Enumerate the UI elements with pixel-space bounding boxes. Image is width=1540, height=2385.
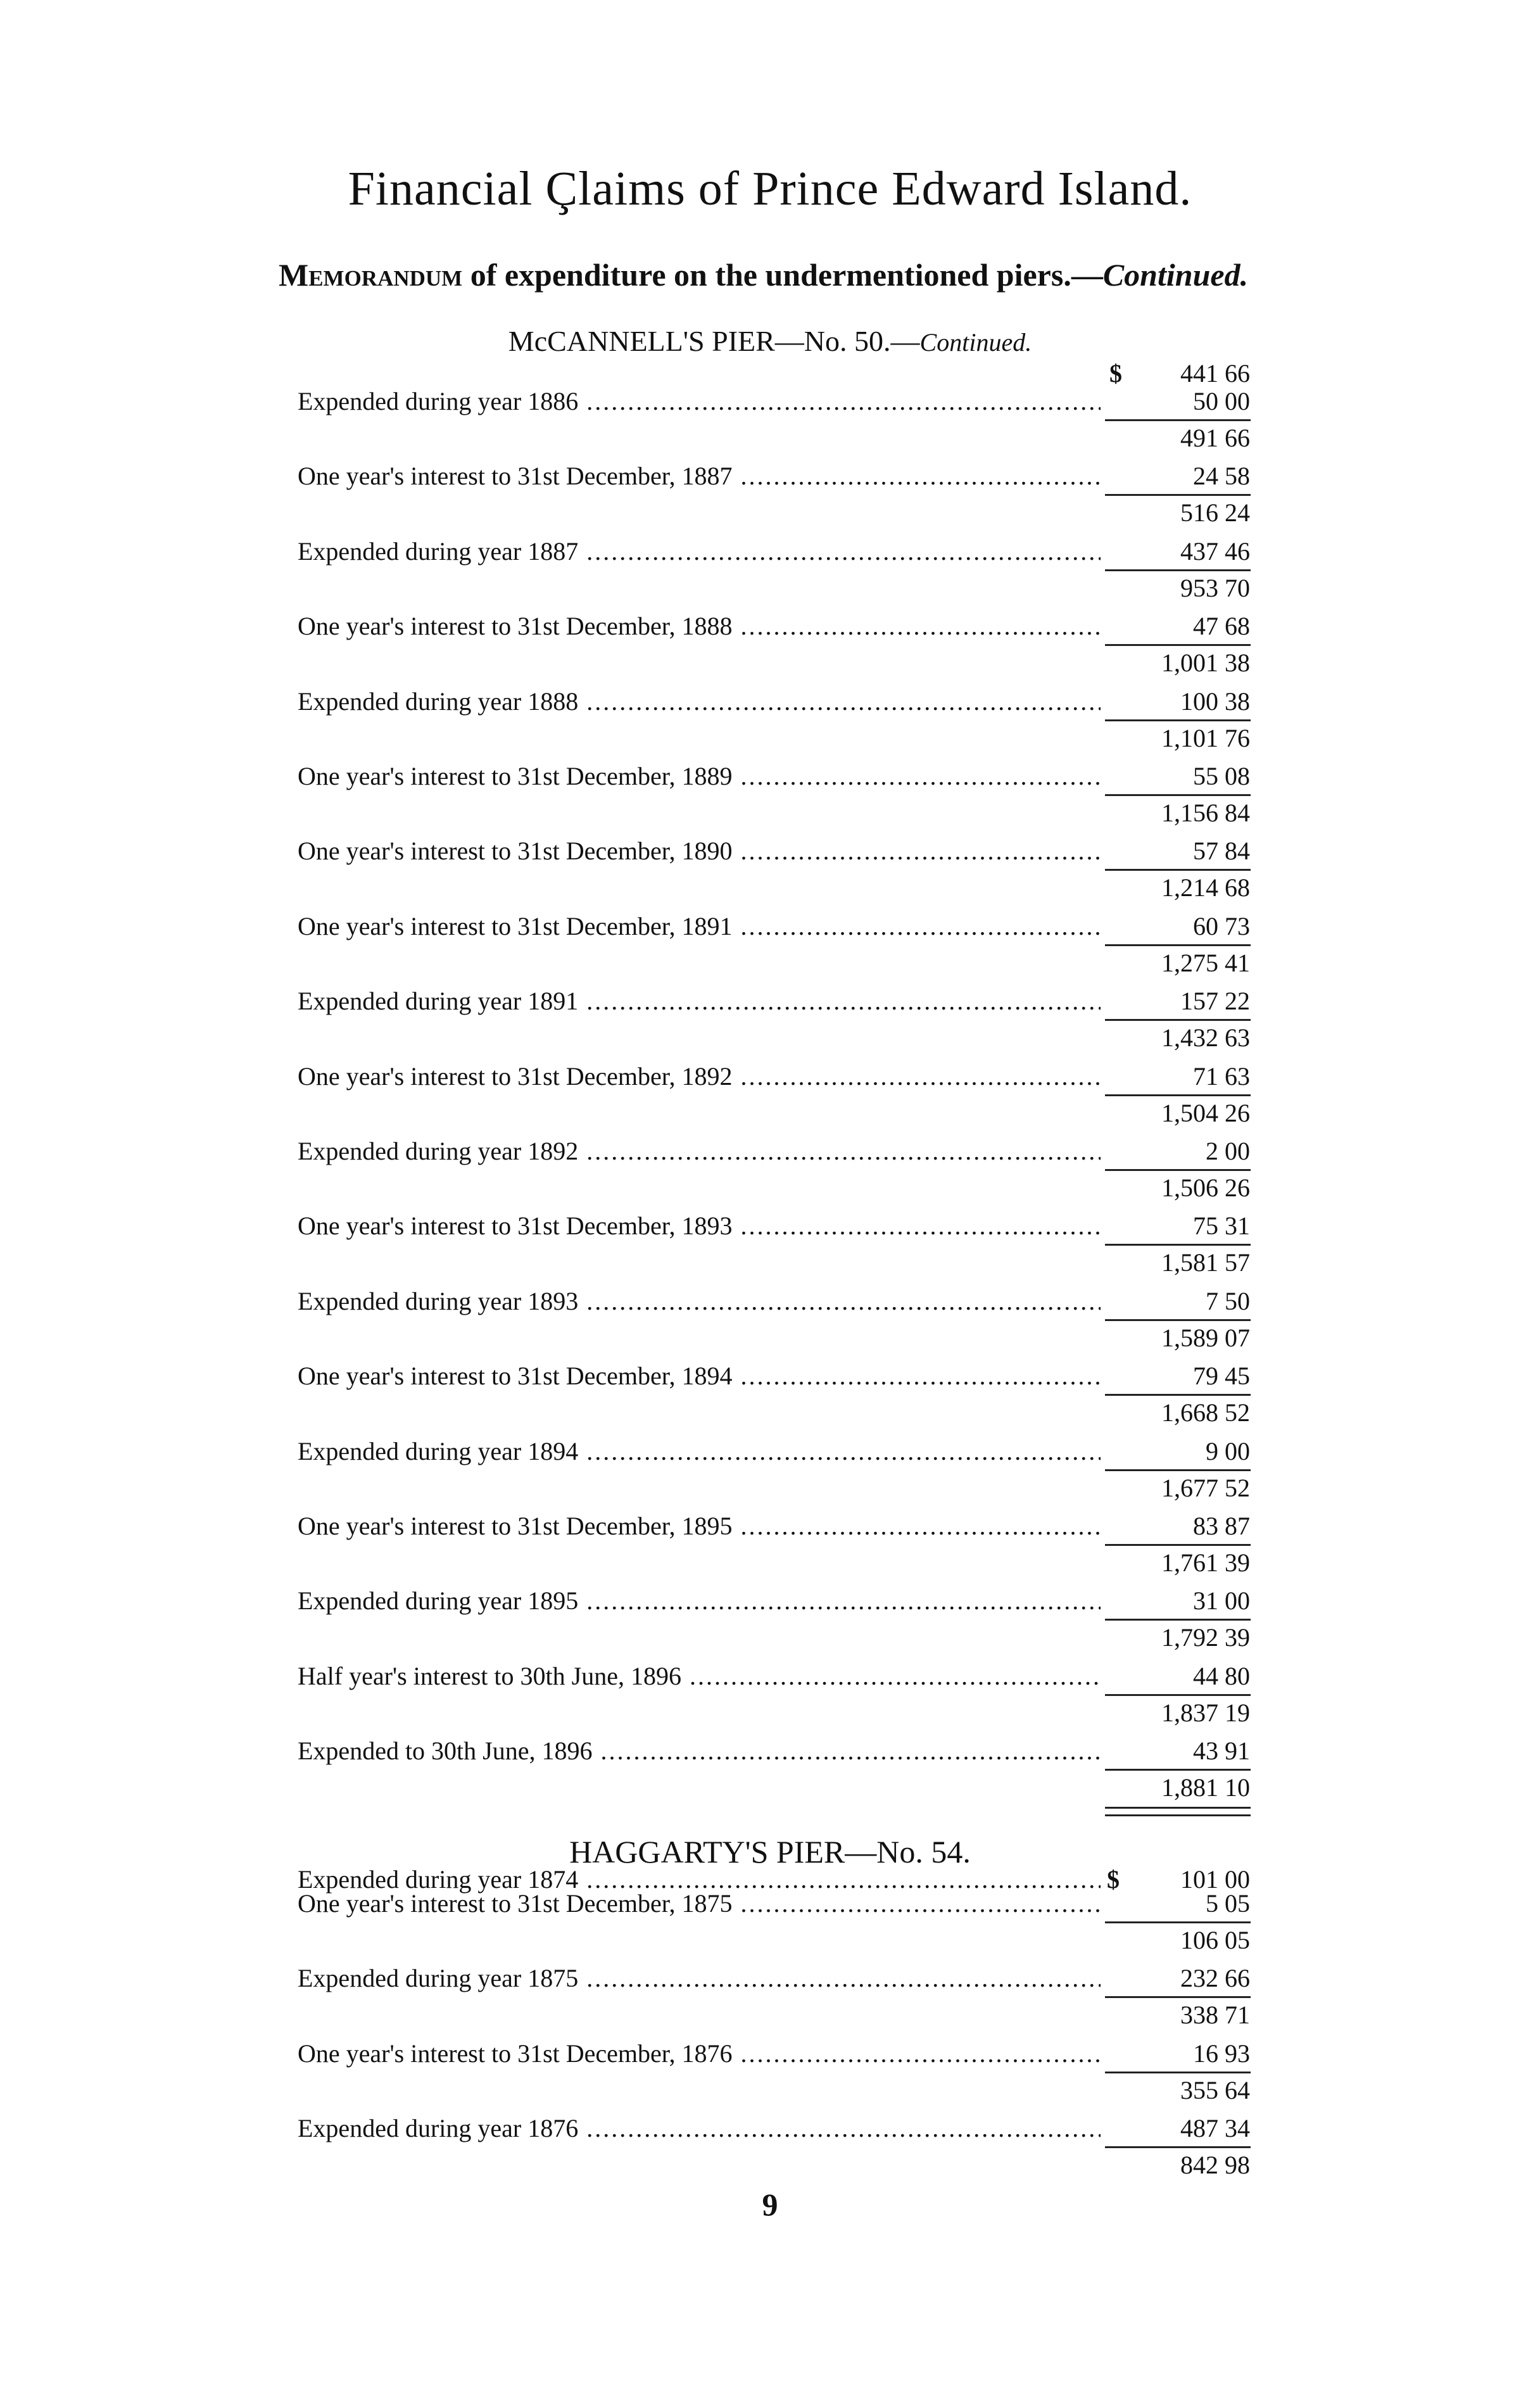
ledger-amount: 100 38 [1180, 687, 1250, 716]
ledger-amount: 43 91 [1193, 1737, 1250, 1765]
ledger-row [0, 1212, 1540, 1240]
ledger-total-row [0, 2077, 1540, 2104]
running-total: 1,668 52 [1161, 1398, 1250, 1427]
ledger-total-row [0, 1774, 1540, 1802]
ledger-row [0, 2115, 1540, 2142]
ledger-rule [1105, 1169, 1251, 1171]
running-total: 1,677 52 [1161, 1474, 1250, 1502]
ledger-rule [1105, 494, 1251, 496]
running-total: 491 66 [1180, 424, 1250, 452]
page-number: 9 [762, 2187, 778, 2222]
ledger-amount: 487 34 [1180, 2114, 1250, 2142]
ledger-amount: 5 05 [1206, 1889, 1250, 1918]
ledger-label: One year's interest to 31st December, 1891 ..... [298, 913, 1101, 940]
ledger-amount: 16 93 [1193, 2039, 1250, 2068]
memorandum-lead: Memorandum [279, 257, 463, 293]
ledger-label: Expended during year 1893 ..... [298, 1287, 1101, 1315]
ledger-row [0, 987, 1540, 1015]
running-total: 1,432 63 [1161, 1023, 1250, 1052]
ledger-label: One year's interest to 31st December, 1892 ..... [298, 1063, 1101, 1091]
ledger-rule [1105, 794, 1251, 796]
ledger-row [0, 1287, 1540, 1315]
ledger-amount: 47 68 [1193, 612, 1250, 640]
ledger-rule [1105, 869, 1251, 871]
ledger-row [0, 1737, 1540, 1765]
ledger-rule [1105, 1244, 1251, 1246]
running-total: 1,214 68 [1161, 873, 1250, 902]
ledger-label: Expended during year 1895 ..... [298, 1587, 1101, 1615]
ledger-total-row [0, 724, 1540, 752]
ledger-label: Expended during year 1888 ..... [298, 688, 1101, 716]
ledger-label: One year's interest to 31st December, 1889 ..... [298, 762, 1101, 790]
ledger-label: One year's interest to 31st December, 1893 ..... [298, 1212, 1101, 1240]
ledger-label: Half year's interest to 30th June, 1896 ..... [298, 1662, 1101, 1690]
ledger-rule [1105, 1019, 1251, 1021]
ledger-amount: 75 31 [1193, 1211, 1250, 1240]
ledger-row [0, 1362, 1540, 1390]
ledger-total-row [0, 424, 1540, 452]
running-total: 1,275 41 [1161, 949, 1250, 977]
running-total: 1,101 76 [1161, 724, 1250, 752]
ledger-label: One year's interest to 31st December, 1894 ..... [298, 1362, 1101, 1390]
ledger-amount: 71 63 [1193, 1062, 1250, 1091]
ledger-rule [1105, 1769, 1251, 1771]
memorandum-text: of expenditure on the undermentioned piers.— [470, 257, 1103, 293]
dollar-sign: $ [1107, 1865, 1120, 1894]
ledger-rule [1105, 1094, 1251, 1096]
ledger-label: Expended during year 1875 ..... [298, 1964, 1101, 1992]
ledger-label: One year's interest to 31st December, 1888 ..... [298, 612, 1101, 640]
ledger-total-row [0, 1324, 1540, 1352]
ledger-amount: 24 58 [1193, 462, 1250, 490]
ledger-row [0, 612, 1540, 640]
ledger-total-row [0, 1549, 1540, 1577]
ledger-amount: 9 00 [1206, 1437, 1250, 1465]
ledger-row [0, 2040, 1540, 2068]
ledger-label: One year's interest to 31st December, 1887 ..... [298, 462, 1101, 490]
memorandum-continued: Continued. [1102, 257, 1249, 293]
mccannell-opening-row [0, 360, 1540, 388]
running-total: 1,156 84 [1161, 799, 1250, 827]
ledger-rule [1105, 1619, 1251, 1621]
ledger-row [0, 1662, 1540, 1690]
ledger-total-row [0, 799, 1540, 827]
ledger-total-row [0, 1926, 1540, 1954]
ledger-label: Expended during year 1891 ..... [298, 987, 1101, 1015]
ledger-label: One year's interest to 31st December, 1890 ..... [298, 837, 1101, 865]
running-total: 1,581 57 [1161, 1248, 1250, 1277]
ledger-row [0, 688, 1540, 716]
running-total: 842 98 [1180, 2151, 1250, 2179]
ledger-total-row [0, 574, 1540, 602]
running-total: 1,504 26 [1161, 1099, 1250, 1127]
ledger-label: One year's interest to 31st December, 1876 ..... [298, 2040, 1101, 2068]
ledger-row [0, 762, 1540, 790]
running-total: 516 24 [1180, 498, 1250, 527]
ledger-amount: 157 22 [1180, 987, 1250, 1015]
ledger-row [0, 538, 1540, 566]
ledger-total-row [0, 649, 1540, 677]
ledger-total-row [0, 1699, 1540, 1727]
dollar-sign: $ [1109, 359, 1122, 388]
running-total: 1,881 10 [1161, 1773, 1250, 1802]
running-total: 1,589 07 [1161, 1324, 1250, 1352]
running-total: 1,792 39 [1161, 1623, 1250, 1652]
running-total: 1,837 19 [1161, 1699, 1250, 1727]
ledger-total-row [0, 874, 1540, 902]
ledger-label: Expended during year 1876 ..... [298, 2115, 1101, 2142]
ledger-total-row [0, 949, 1540, 977]
ledger-total-row [0, 1249, 1540, 1277]
mccannell-heading-continued: Continued. [919, 328, 1032, 357]
ledger-rule [1105, 2146, 1251, 2148]
ledger-total-row [0, 2001, 1540, 2029]
ledger-total-row [0, 1474, 1540, 1502]
ledger-row [0, 1438, 1540, 1465]
ledger-rule [1105, 569, 1251, 571]
ledger-label: Expended to 30th June, 1896 ..... [298, 1737, 1101, 1765]
haggarty-first-amount: 101 00 [1180, 1865, 1250, 1894]
ledger-rule [1105, 1544, 1251, 1546]
page-title: Financial Çlaims of Prince Edward Island. [348, 162, 1192, 215]
ledger-rule [1105, 719, 1251, 721]
ledger-row [0, 1512, 1540, 1540]
ledger-amount: 55 08 [1193, 762, 1250, 790]
ledger-total-row [0, 1024, 1540, 1052]
mccannell-heading-text: McCANNELL'S PIER—No. 50.— [508, 325, 920, 357]
ledger-total-row [0, 1399, 1540, 1427]
ledger-rule [1105, 944, 1251, 946]
ledger-label: Expended during year 1887 ..... [298, 538, 1101, 566]
ledger-total-row [0, 1624, 1540, 1652]
running-total: 355 64 [1180, 2076, 1250, 2104]
ledger-rule [1105, 644, 1251, 646]
ledger-rule [1105, 1694, 1251, 1696]
memorandum-heading [279, 256, 1248, 293]
ledger-label: Expended during year 1886 ..... [298, 388, 1101, 415]
ledger-amount: 232 66 [1180, 1964, 1250, 1992]
ledger-rule [1105, 419, 1251, 421]
ledger-rule [1105, 2072, 1251, 2073]
ledger-rule [1105, 1469, 1251, 1471]
running-total: 106 05 [1180, 1926, 1250, 1954]
opening-balance: 441 66 [1180, 359, 1250, 388]
ledger-amount: 7 50 [1206, 1287, 1250, 1315]
ledger-total-row [0, 2151, 1540, 2179]
ledger-amount: 437 46 [1180, 537, 1250, 566]
ledger-amount: 60 73 [1193, 912, 1250, 940]
ledger-row [0, 1890, 1540, 1918]
ledger-total-row [0, 1174, 1540, 1202]
ledger-rule [1105, 1394, 1251, 1396]
ledger-label: One year's interest to 31st December, 1895 ..... [298, 1512, 1101, 1540]
ledger-rule [1105, 1319, 1251, 1321]
ledger-amount: 50 00 [1193, 387, 1250, 415]
ledger-amount: 44 80 [1193, 1662, 1250, 1690]
ledger-row [0, 837, 1540, 865]
ledger-rule [1105, 1921, 1251, 1923]
running-total: 338 71 [1180, 2001, 1250, 2029]
ledger-total-row [0, 499, 1540, 527]
ledger-label: Expended during year 1894 ..... [298, 1438, 1101, 1465]
ledger-amount: 31 00 [1193, 1586, 1250, 1615]
ledger-amount: 83 87 [1193, 1512, 1250, 1540]
running-total: 1,761 39 [1161, 1548, 1250, 1577]
haggarty-heading: HAGGARTY'S PIER—No. 54. [569, 1834, 971, 1869]
ledger-amount: 2 00 [1206, 1137, 1250, 1165]
running-total: 1,001 38 [1161, 648, 1250, 677]
ledger-row [0, 1063, 1540, 1091]
ledger-row [0, 913, 1540, 940]
running-total: 1,506 26 [1161, 1174, 1250, 1202]
ledger-label: One year's interest to 31st December, 1875 ..... [298, 1890, 1101, 1918]
haggarty-first-label: Expended during year 1874 ..... [298, 1866, 1101, 1894]
mccannell-heading [0, 324, 1540, 358]
ledger-amount: 79 45 [1193, 1362, 1250, 1390]
ledger-row [0, 462, 1540, 490]
ledger-row [0, 1137, 1540, 1165]
ledger-amount: 57 84 [1193, 837, 1250, 865]
ledger-label: Expended during year 1892 ..... [298, 1137, 1101, 1165]
double-rule [1105, 1807, 1251, 1816]
ledger-row [0, 1964, 1540, 1992]
ledger-rule [1105, 1996, 1251, 1998]
ledger-row [0, 1587, 1540, 1615]
running-total: 953 70 [1180, 574, 1250, 602]
ledger-total-row [0, 1099, 1540, 1127]
ledger-row [0, 388, 1540, 415]
